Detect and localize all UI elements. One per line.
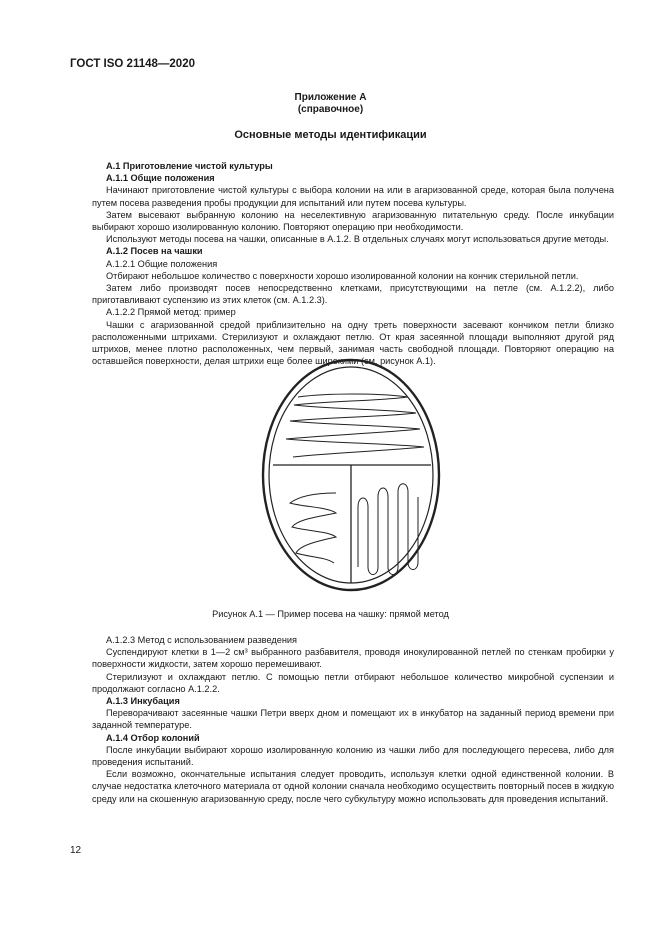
section-heading: А.1.2 Посев на чашки xyxy=(106,246,203,257)
streak-first-zone xyxy=(286,394,424,457)
annex-title: Приложение А xyxy=(294,92,367,103)
top-body-text xyxy=(92,160,614,367)
paragraph: Начинают приготовление чистой культуры с выбора колонии на или в агаризованной среде, которая была получена путем посева разведения пробы продукции для испытаний или путем посева культуры. xyxy=(92,185,614,208)
paragraph: А.1.2.1 Общие положения xyxy=(106,258,218,269)
paragraph: Затем высевают выбранную колонию на неселективную агаризованную питательную среду. После инкубации выбирают хорошо изолированную колонию. Повторяют операцию при необходимости. xyxy=(92,209,614,233)
section-title: Основные методы идентификации xyxy=(234,129,427,141)
figure-petri-dish xyxy=(258,357,444,602)
section-heading: А.1.3 Инкубация xyxy=(106,696,180,707)
paragraph: Затем либо производят посев непосредственно клетками, присутствующими на петле (см. А.1.2.2), либо приготавливают суспензию из этих клеток (см. А.1.2.3). xyxy=(92,283,614,306)
paragraph: Отбирают небольшое количество с поверхности хорошо изолированной колонии на кончик стерильной петли. xyxy=(106,270,579,281)
document-header: ГОСТ ISO 21148—2020 xyxy=(70,58,195,70)
paragraph: А.1.2.3 Метод с использованием разведения xyxy=(106,635,298,645)
paragraph: Суспендируют клетки в 1—2 см³ выбранного разбавителя, проводя инокулированной петлей по стенкам пробирки у поверхности жидкости, затем хорошо перемешивают. xyxy=(92,647,614,670)
annex-note: (справочное) xyxy=(297,104,364,115)
section-heading: А.1 Приготовление чистой культуры xyxy=(106,161,273,171)
page-number: 12 xyxy=(70,845,82,856)
section-heading: А.1.4 Отбор колоний xyxy=(106,732,200,743)
paragraph: Если возможно, окончательные испытания следует проводить, используя клетки одной единственной колонии. В случае недостатка клеточного материала от одной колонии сначала необходимо осуществить повторный посев в жидкую среду или на скошенную агаризованную среду, после чего субкультуру можно использовать для проведения испытаний. xyxy=(92,769,614,804)
paragraph: А.1.2.2 Прямой метод: пример xyxy=(106,307,236,318)
petri-dish-drawing xyxy=(258,357,444,597)
paragraph: Чашки с агаризованной средой приблизительно на одну треть поверхности засевают кончиком петли близко расположенными штрихами. Стерилизуют и охлаждают петлю. От края засеянной площади выполняют другой ряд штрихов, менее плотно расположенных, чем первый, занимая часть свободной площади. Повторяют операцию на оставшейся поверхности, делая штрихи еще более широкими (см. рисунок А.1). xyxy=(92,319,614,367)
paragraph: Используют методы посева на чашки, описанные в А.1.2. В отдельных случаях могут использоваться другие методы. xyxy=(106,234,609,245)
figure-caption: Рисунок А.1 — Пример посева на чашку: прямой метод xyxy=(212,609,449,619)
paragraph: После инкубации выбирают хорошо изолированную колонию из чашки либо для последующего пересева, либо для проведения испытаний. xyxy=(92,744,614,768)
section-heading: А.1.1 Общие положения xyxy=(106,173,215,184)
bottom-body-text xyxy=(92,634,614,805)
paragraph: Переворачивают засеянные чашки Петри вверх дном и помещают их в инкубатор на заданный период времени при заданной температуре. xyxy=(92,708,614,731)
paragraph: Стерилизуют и охлаждают петлю. С помощью петли отбирают небольшое количество микробной суспензии и продолжают согласно А.1.2.2. xyxy=(92,671,614,694)
streak-second-zone xyxy=(290,493,336,563)
